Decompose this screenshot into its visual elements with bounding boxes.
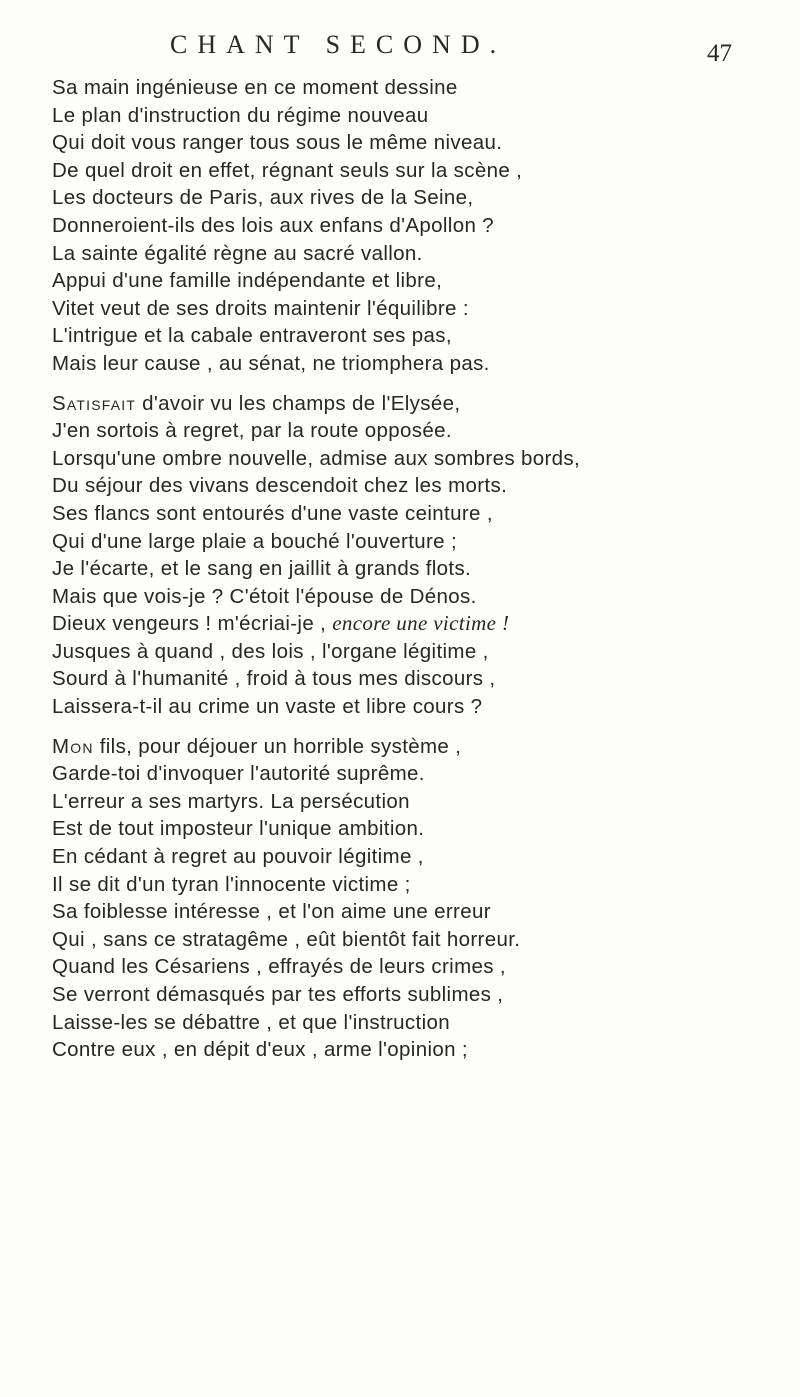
verse-line: Ses flancs sont entourés d'une vaste ceinture ,: [52, 501, 493, 525]
poem-text: [52, 74, 792, 1064]
verse-line-emphasis: [52, 610, 792, 638]
verse-line: Lorsqu'une ombre nouvelle, admise aux sombres bords,: [52, 446, 581, 470]
verse-line: Se verront démasqués par tes efforts sublimes ,: [52, 983, 504, 1006]
verse-line-start: Dieux vengeurs ! m'écriai-je ,: [52, 612, 333, 636]
page-number: 47: [707, 40, 732, 67]
verse-line: Il se dit d'un tyran l'innocente victime ;: [52, 872, 411, 896]
verse-line: Mais que vois-je ? C'étoit l'épouse de Dénos.: [52, 584, 477, 608]
verse-line: Sourd à l'humanité , froid à tous mes discours ,: [52, 667, 496, 691]
verse-line: En cédant à regret au pouvoir légitime ,: [52, 845, 424, 869]
small-caps-initial-word: Mon: [52, 734, 94, 758]
verse-line: Qui , sans ce stratagême , eût bientôt fait horreur.: [52, 927, 521, 951]
verse-line: L'erreur a ses martyrs. La persécution: [52, 789, 410, 813]
verse-line: Appui d'une famille indépendante et libre,: [52, 269, 443, 293]
stanza-1: [52, 74, 792, 378]
verse-line: J'en sortois à regret, par la route opposée.: [52, 419, 452, 443]
verse-line: Jusques à quand , des lois , l'organe légitime ,: [52, 639, 489, 663]
stanza-2: [52, 390, 792, 721]
stanza-3: [52, 733, 792, 1064]
verse-line: Est de tout imposteur l'unique ambition.: [52, 817, 425, 841]
verse-line-opening: [52, 733, 792, 761]
verse-line: De quel droit en effet, régnant seuls sur la scène ,: [52, 158, 523, 182]
verse-line: L'intrigue et la cabale entraveront ses pas,: [52, 324, 452, 348]
verse-line: Quand les Césariens , effrayés de leurs crimes ,: [52, 955, 506, 979]
verse-line: Le plan d'instruction du régime nouveau: [52, 103, 429, 127]
verse-line: Les docteurs de Paris, aux rives de la Seine,: [52, 186, 474, 210]
verse-line: Vitet veut de ses droits maintenir l'équilibre :: [52, 296, 469, 320]
verse-line: Sa main ingénieuse en ce moment dessine: [52, 76, 458, 99]
verse-line-opening: [52, 390, 792, 418]
verse-line-rest: fils, pour déjouer un horrible système ,: [93, 734, 462, 758]
verse-line: Laisse-les se débattre , et que l'instruction: [52, 1010, 450, 1034]
page-header: [0, 30, 800, 70]
small-caps-initial-word: Satisfait: [52, 391, 137, 415]
verse-line-rest: d'avoir vu les champs de l'Elysée,: [136, 391, 461, 415]
verse-line: Du séjour des vivans descendoit chez les morts.: [52, 474, 508, 498]
verse-line: Sa foiblesse intéresse , et l'on aime une erreur: [52, 900, 491, 924]
verse-line: Qui doit vous ranger tous sous le même niveau.: [52, 131, 503, 155]
verse-line: Contre eux , en dépit d'eux , arme l'opinion ;: [52, 1038, 468, 1062]
verse-line: La sainte égalité règne au sacré vallon.: [52, 241, 423, 265]
running-title: CHANT SECOND.: [170, 30, 507, 59]
verse-line: Donneroient-ils des lois aux enfans d'Apollon ?: [52, 213, 495, 237]
verse-line: Mais leur cause , au sénat, ne triomphera pas.: [52, 351, 490, 375]
verse-line: Je l'écarte, et le sang en jaillit à grands flots.: [52, 557, 472, 581]
verse-line: Laissera-t-il au crime un vaste et libre cours ?: [52, 695, 483, 719]
verse-line: Garde-toi d'invoquer l'autorité suprême.: [52, 762, 425, 786]
verse-line: Qui d'une large plaie a bouché l'ouverture ;: [52, 529, 458, 553]
italic-emphasis: encore une victime !: [332, 611, 510, 636]
